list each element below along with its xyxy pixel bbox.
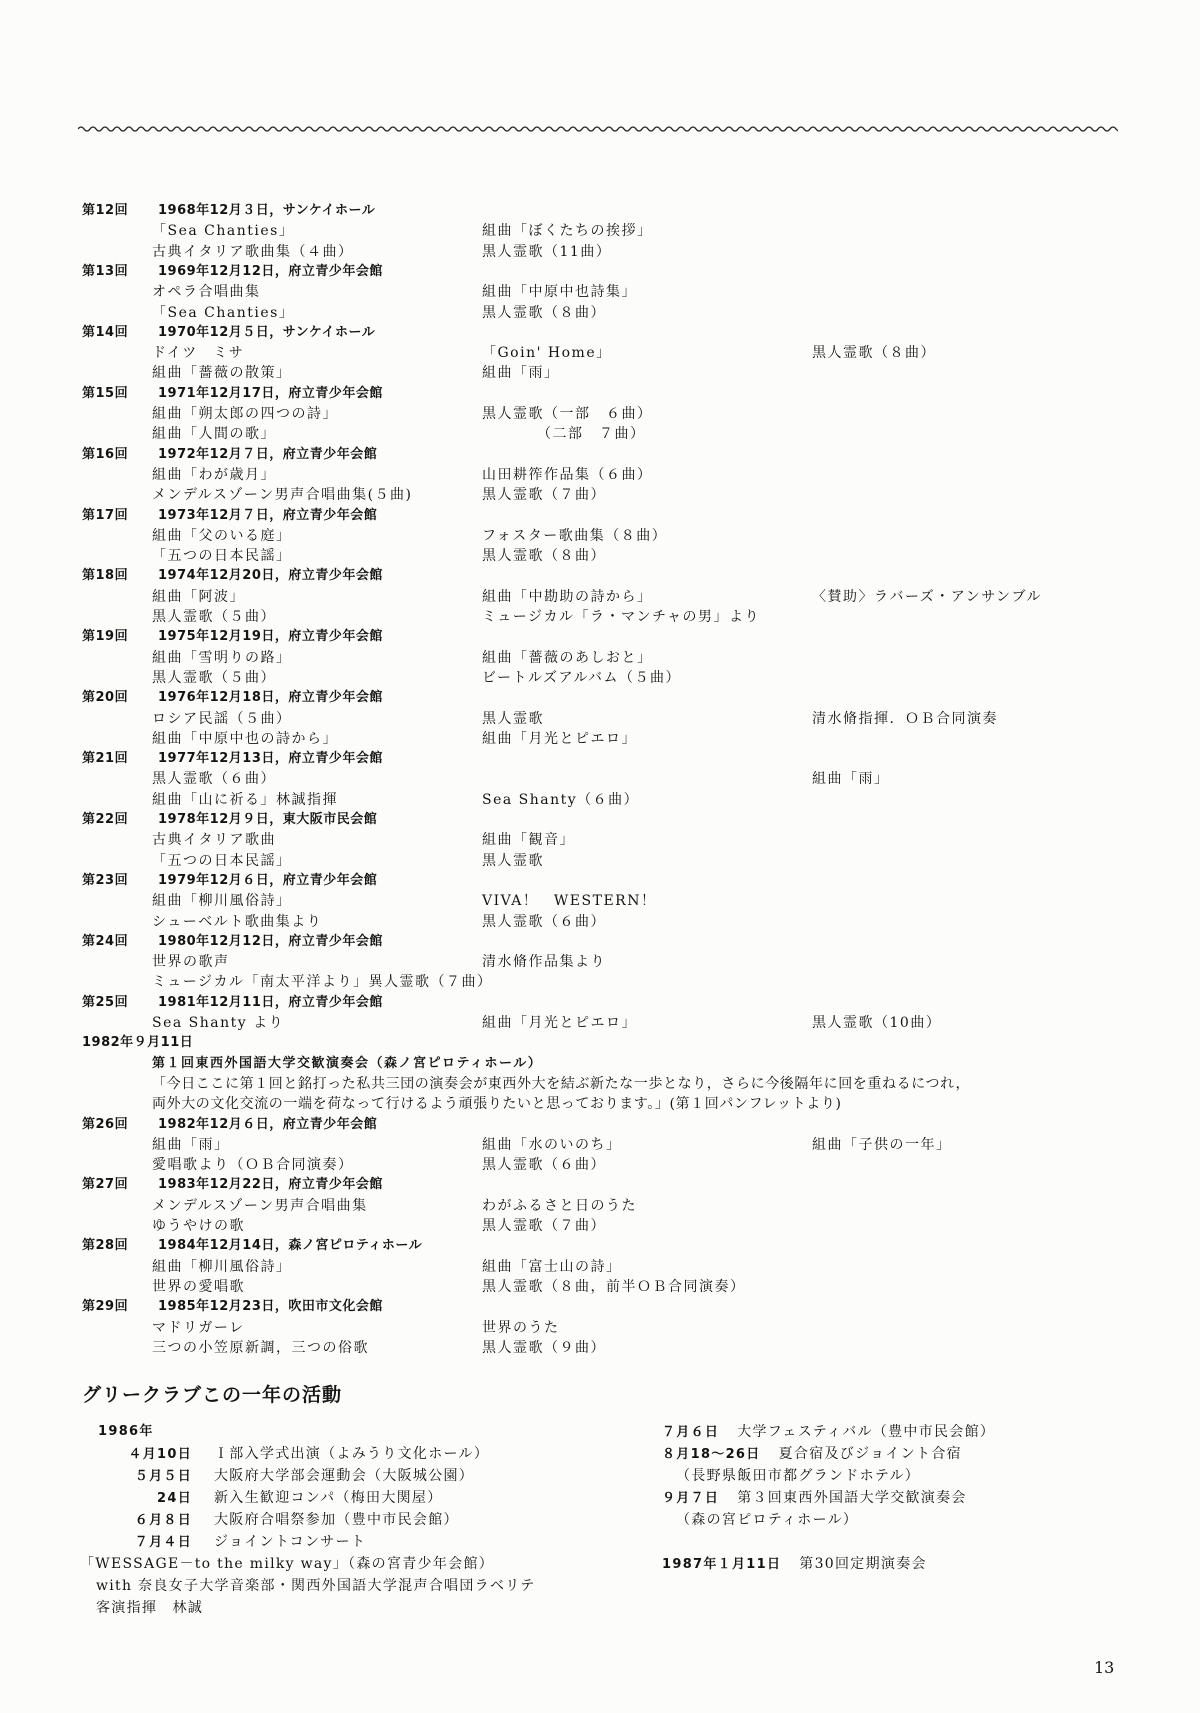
program-piece: 三つの小笠原新調，三つの俗歌	[152, 1339, 369, 1356]
concert-number: 第19回	[82, 629, 129, 645]
program-piece: オペラ合唱曲集	[152, 284, 261, 301]
concert-number: 第17回	[82, 507, 129, 523]
program-piece: 黒人霊歌（７曲）	[482, 1218, 606, 1234]
program-piece: メンデルスゾーン男声合唱曲集(５曲)	[152, 487, 413, 504]
ornamental-divider	[78, 124, 1118, 134]
program-piece: 組曲「雨」	[812, 771, 890, 788]
concert-date-venue: 1969年12月12日，府立青少年会館	[158, 263, 383, 279]
program-piece: ミュージカル「ラ・マンチャの男」より	[482, 609, 761, 625]
program-piece: 組曲「観音」	[482, 832, 575, 849]
program-piece: 世界の愛唱歌	[152, 1278, 245, 1295]
program-piece: 組曲「わが歳月」	[152, 466, 276, 483]
program-piece: 黒人霊歌（５曲）	[152, 669, 276, 686]
activity-detail: with 奈良女子大学音楽部・関西外国語大学混声合唱団ラベリテ	[96, 1578, 536, 1594]
concert-number: 第13回	[82, 263, 129, 279]
activity-item	[662, 1422, 995, 1443]
concert-heading	[82, 689, 383, 707]
activity-date: 24日	[157, 1491, 192, 1506]
program-piece: ゆうやけの歌	[152, 1218, 245, 1234]
program-piece: わがふるさと日のうた	[482, 1197, 637, 1214]
concert-date-venue: 1972年12月７日，府立青少年会館	[158, 446, 378, 462]
program-piece: 「Sea Chanties」	[152, 223, 295, 240]
program-piece: メンデルスゾーン男声合唱曲集	[152, 1197, 368, 1214]
concert-date-venue: 1985年12月23日，吹田市文化会館	[158, 1299, 383, 1315]
program-piece: 組曲「月光とピエロ」	[482, 1015, 637, 1031]
activity-date: ７月４日	[134, 1535, 192, 1550]
activity-item	[662, 1488, 967, 1509]
program-piece: 「Goin' Home」	[482, 345, 612, 362]
program-piece: シューベルト歌曲集より	[152, 913, 323, 930]
program-piece: 黒人霊歌（８曲，前半ＯＢ合同演奏）	[482, 1278, 746, 1295]
concert-heading	[82, 567, 383, 585]
program-piece: 古典イタリア歌曲集（４曲）	[152, 243, 354, 260]
concert-date-venue: 1977年12月13日，府立青少年会館	[158, 751, 383, 767]
program-piece: （二部 ７曲）	[482, 426, 646, 443]
activity-item	[662, 1466, 920, 1486]
concert-date-venue: 1984年12月14日，森ノ宮ピロティホール	[158, 1238, 423, 1254]
special-event-date: 1982年９月11日	[82, 1035, 194, 1051]
program-piece: 組曲「薔薇の散策」	[152, 365, 292, 382]
program-piece: 黒人霊歌（７曲）	[482, 487, 606, 504]
program-piece: 黒人霊歌（５曲）	[152, 609, 276, 625]
activity-text: （長野県飯田市都グランドホテル）	[676, 1468, 921, 1484]
program-piece: 世界の歌声	[152, 954, 230, 971]
program-piece: 黒人霊歌（一部 ６曲）	[482, 406, 653, 422]
concert-number: 第21回	[82, 751, 129, 767]
program-piece: VIVA！ WESTERN！	[482, 893, 657, 910]
program-piece: 組曲「朔太郎の四つの詩」	[152, 406, 338, 422]
concert-date-venue: 1983年12月22日，府立青少年会館	[158, 1177, 383, 1193]
concert-number: 第18回	[82, 568, 129, 584]
concert-heading	[82, 811, 377, 829]
program-piece: 黒人霊歌（６曲）	[482, 1157, 606, 1174]
concert-number: 第24回	[82, 933, 129, 949]
program-piece: 組曲「水のいのち」	[482, 1136, 622, 1153]
activity-item	[100, 1510, 459, 1531]
program-piece: 山田耕筰作品集（６曲）	[482, 466, 653, 483]
concert-date-venue: 1978年12月９日，東大阪市民会館	[158, 812, 378, 827]
special-event-quote-1: 「今日ここに第１回と銘打った私共三団の演奏会が東西外大を結ぶ新たな一歩となり，さらに今後隔年に回を重ねるにつれ，	[152, 1075, 971, 1092]
page-number: 13	[1094, 1658, 1115, 1677]
concert-date-venue: 1982年12月６日，府立青少年会館	[158, 1116, 378, 1132]
activity-date: 1987年１月11日	[662, 1557, 782, 1572]
activity-detail: 「WESSAGE－to the milky way」（森の宮青少年会館）	[80, 1556, 495, 1572]
concert-heading	[82, 1298, 383, 1316]
program-piece: 世界のうた	[482, 1319, 560, 1336]
program-piece: ロシア民謡（５曲）	[152, 710, 292, 727]
concert-heading	[82, 994, 383, 1012]
program-piece: 組曲「柳川風俗詩」	[152, 893, 292, 910]
concert-date-venue: 1973年12月７日，府立青少年会館	[158, 507, 378, 523]
concert-number: 第20回	[82, 690, 129, 706]
activity-date: ５月５日	[134, 1469, 192, 1484]
program-piece: ドイツ ミサ	[152, 345, 245, 362]
activity-text: 第３回東西外国語大学交歓演奏会	[737, 1490, 967, 1506]
program-piece: 組曲「阿波」	[152, 588, 245, 605]
program-piece: 組曲「人間の歌」	[152, 426, 276, 443]
concert-number: 第23回	[82, 872, 129, 888]
program-piece: 黒人霊歌	[482, 852, 544, 869]
program-piece: フォスター歌曲集（８曲）	[482, 527, 668, 544]
concert-number: 第12回	[82, 203, 129, 218]
program-piece: ミュージカル「南太平洋より」異人霊歌（７曲）	[152, 974, 493, 991]
activity-text: 第30回定期演奏会	[799, 1556, 927, 1572]
program-piece: 黒人霊歌（８曲）	[482, 548, 606, 565]
program-piece: 組曲「雨」	[482, 365, 560, 382]
activity-item	[100, 1532, 366, 1553]
activity-date: ８月18〜26日	[662, 1447, 761, 1462]
program-piece: ビートルズアルバム（５曲）	[482, 669, 681, 686]
concert-number: 第26回	[82, 1116, 129, 1132]
concert-date-venue: 1970年12月５日，サンケイホール	[158, 324, 376, 340]
concert-heading	[82, 1116, 377, 1134]
concert-number: 第16回	[82, 446, 129, 462]
program-piece: 黒人霊歌（９曲）	[482, 1339, 606, 1356]
concert-number: 第15回	[82, 385, 129, 401]
program-piece: 組曲「山に祈る」林誠指揮	[152, 791, 338, 808]
program-piece: 組曲「薔薇のあしおと」	[482, 649, 653, 666]
activities-section-title: グリークラブこの一年の活動	[82, 1384, 343, 1406]
program-piece: 組曲「柳川風俗詩」	[152, 1258, 292, 1275]
concert-heading	[82, 750, 383, 768]
program-piece: 清水脩指揮．ＯＢ合同演奏	[812, 710, 998, 727]
activity-item	[100, 1466, 474, 1487]
concert-date-venue: 1975年12月19日，府立青少年会館	[158, 629, 383, 645]
concert-number: 第28回	[82, 1238, 129, 1254]
program-piece: 「五つの日本民謡」	[152, 852, 292, 869]
activity-date: ７月６日	[662, 1425, 720, 1440]
program-piece: Sea Shanty（６曲）	[482, 791, 640, 808]
program-piece: 黒人霊歌（８曲）	[812, 345, 936, 362]
concert-heading	[82, 933, 383, 951]
concert-date-venue: 1980年12月12日，府立青少年会館	[158, 933, 383, 949]
activity-item	[100, 1444, 489, 1465]
activity-text: 大阪府大学部会運動会（大阪城公園）	[214, 1468, 475, 1484]
concert-heading	[82, 507, 377, 525]
concert-date-venue: 1974年12月20日，府立青少年会館	[158, 568, 383, 584]
program-piece: 組曲「父のいる庭」	[152, 527, 292, 544]
program-piece: 〈賛助〉ラバーズ・アンサンブル	[812, 588, 1042, 605]
program-piece: 古典イタリア歌曲	[152, 832, 276, 849]
program-piece: 「五つの日本民謡」	[152, 548, 292, 565]
program-piece: 黒人霊歌（11曲）	[482, 243, 612, 260]
activity-detail: 客演指揮 林誠	[96, 1600, 204, 1616]
concert-heading	[82, 202, 375, 220]
special-event-quote-2: 両外大の文化交流の一端を荷なって行けるよう頑張りたいと思っております。」(第１回パンフレットより)	[152, 1096, 842, 1113]
concert-heading	[82, 1237, 422, 1255]
activity-text: 新入生歓迎コンパ（梅田大関屋）	[214, 1490, 443, 1506]
activity-item	[662, 1554, 927, 1575]
activity-date: ６月８日	[134, 1513, 192, 1528]
activity-text: ジョイントコンサート	[214, 1534, 367, 1550]
concert-date-venue: 1981年12月11日，府立青少年会館	[158, 994, 383, 1010]
concert-date-venue: 1979年12月６日，府立青少年会館	[158, 872, 378, 888]
concert-number: 第14回	[82, 324, 129, 340]
concert-heading	[82, 385, 383, 403]
program-piece: 組曲「子供の一年」	[812, 1136, 952, 1153]
program-piece: 組曲「ぼくたちの挨拶」	[482, 223, 653, 240]
concert-date-venue: 1971年12月17日，府立青少年会館	[158, 385, 383, 401]
program-piece: 組曲「中原中也詩集」	[482, 284, 637, 301]
program-piece: 組曲「中原中也の詩から」	[152, 730, 338, 747]
program-piece: 黒人霊歌（８曲）	[482, 304, 606, 321]
program-piece: 黒人霊歌	[482, 710, 544, 727]
program-piece: マドリガーレ	[152, 1319, 245, 1336]
concert-number: 第22回	[82, 812, 129, 827]
activity-text: （森の宮ピロティホール）	[676, 1512, 859, 1528]
program-piece: 黒人霊歌（６曲）	[152, 771, 276, 788]
activity-date: ４月10日	[128, 1447, 192, 1462]
activity-text: Ｉ部入学式出演（よみうり文化ホール）	[214, 1446, 490, 1462]
program-piece: 組曲「雪明りの路」	[152, 649, 292, 666]
program-piece: Sea Shanty より	[152, 1015, 285, 1031]
concert-number: 第29回	[82, 1299, 129, 1315]
concert-heading	[82, 324, 375, 342]
concert-number: 第25回	[82, 994, 129, 1010]
program-piece: 清水脩作品集より	[482, 954, 606, 971]
program-piece: 愛唱歌より（ＯＢ合同演奏）	[152, 1157, 354, 1174]
activity-date: ９月７日	[662, 1491, 720, 1506]
activity-year: 1986年	[98, 1424, 154, 1439]
activity-text: 大阪府合唱祭参加（豊中市民会館）	[214, 1512, 459, 1528]
concert-date-venue: 1976年12月18日，府立青少年会館	[158, 690, 383, 706]
concert-heading	[82, 628, 383, 646]
concert-date-venue: 1968年12月３日，サンケイホール	[158, 203, 376, 218]
special-event-title: 第１回東西外国語大学交歓演奏会（森ノ宮ピロティホール）	[152, 1055, 543, 1071]
concert-heading	[82, 1176, 383, 1194]
activity-item	[662, 1510, 858, 1530]
program-piece: 黒人霊歌（６曲）	[482, 913, 606, 930]
program-piece: 組曲「中勘助の詩から」	[482, 588, 653, 605]
program-piece: 組曲「月光とピエロ」	[482, 730, 637, 747]
program-piece: 黒人霊歌（10曲）	[812, 1015, 942, 1031]
program-piece: 組曲「雨」	[152, 1136, 230, 1153]
concert-heading	[82, 872, 377, 890]
concert-heading	[82, 263, 383, 281]
activity-text: 大学フェスティバル（豊中市民会館）	[737, 1424, 996, 1440]
concert-number: 第27回	[82, 1177, 129, 1193]
concert-heading	[82, 446, 377, 464]
activity-item	[662, 1444, 962, 1465]
program-piece: 「Sea Chanties」	[152, 304, 295, 321]
activity-item	[100, 1488, 443, 1509]
activity-text: 夏合宿及びジョイント合宿	[778, 1446, 962, 1462]
program-piece: 組曲「富士山の詩」	[482, 1258, 622, 1275]
